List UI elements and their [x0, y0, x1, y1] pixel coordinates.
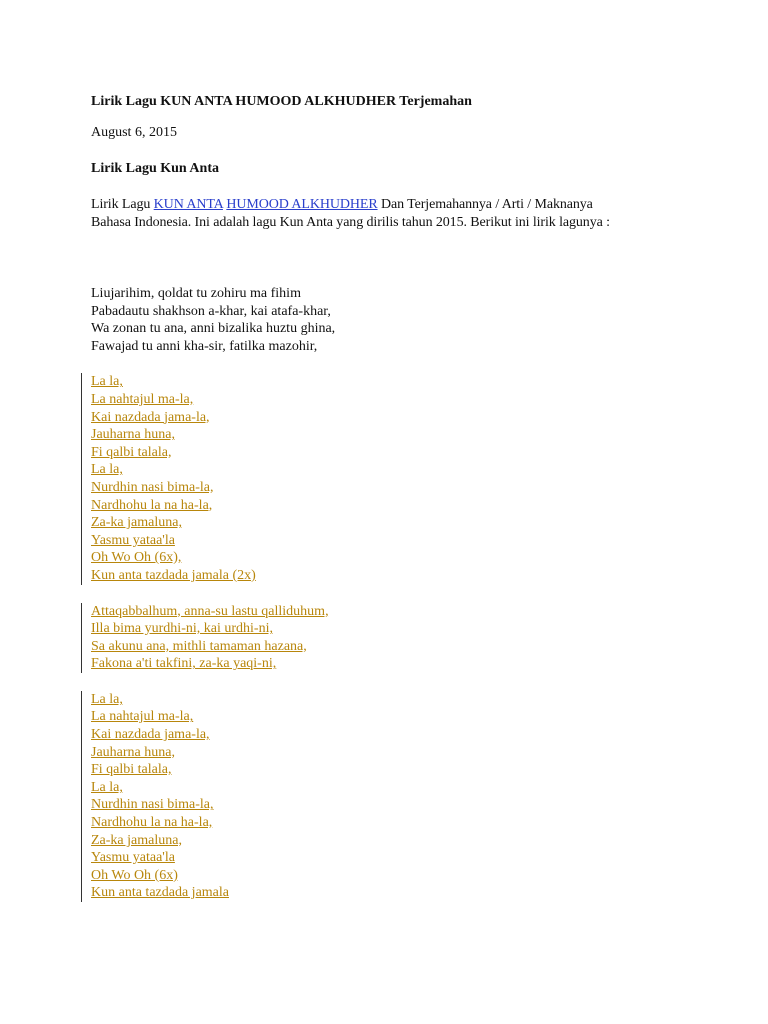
lyric-link[interactable]: Attaqabbalhum, anna-su lastu qalliduhum, — [91, 603, 329, 619]
lyric-link[interactable]: Nurdhin nasi bima-la, — [91, 797, 214, 813]
lyric-link[interactable]: Nardhohu la na ha-la, — [91, 815, 213, 831]
verse-line: Pabadautu shakhson a-khar, kai atafa-khar, — [91, 303, 331, 319]
lyric-link[interactable]: La la, — [91, 779, 123, 795]
verse-block — [91, 285, 711, 355]
lyric-link[interactable]: La la, — [91, 691, 123, 707]
verse-line: Wa zonan tu ana, anni bizalika huztu ghina, — [91, 321, 336, 337]
lyric-link[interactable]: Sa akunu ana, mithli tamaman hazana, — [91, 638, 307, 654]
bridge-block — [91, 603, 711, 673]
lyric-link[interactable]: Illa bima yurdhi-ni, kai urdhi-ni, — [91, 621, 273, 637]
lyric-link[interactable]: Za-ka jamaluna, — [91, 515, 182, 531]
lyric-link[interactable]: La la, — [91, 462, 123, 478]
lyric-link[interactable]: Oh Wo Oh (6x), — [91, 550, 182, 566]
intro-prefix: Lirik Lagu — [91, 197, 154, 212]
intro-line-1 — [91, 196, 711, 214]
lyric-link[interactable]: Za-ka jamaluna, — [91, 832, 182, 848]
lyric-link[interactable]: Fi qalbi talala, — [91, 444, 172, 460]
lyric-link[interactable]: Yasmu yataa'la — [91, 850, 175, 866]
lyric-link[interactable]: Fi qalbi talala, — [91, 762, 172, 778]
lyric-link[interactable]: La nahtajul ma-la, — [91, 709, 194, 725]
artist-link[interactable]: HUMOOD ALKHUDHER — [226, 197, 378, 212]
post-date: August 6, 2015 — [91, 125, 177, 140]
lyric-link[interactable]: Yasmu yataa'la — [91, 532, 175, 548]
lyric-link[interactable]: Jauharna huna, — [91, 744, 175, 760]
verse-line: Fawajad tu anni kha-sir, fatilka mazohir, — [91, 338, 318, 354]
verse-line: Liujarihim, qoldat tu zohiru ma fihim — [91, 286, 301, 301]
lyric-link[interactable]: Nurdhin nasi bima-la, — [91, 479, 214, 495]
intro-paragraph — [91, 196, 711, 232]
chorus-block-1 — [91, 373, 711, 584]
lyric-link[interactable]: Nardhohu la na ha-la, — [91, 497, 213, 513]
lyric-link[interactable]: Kun anta tazdada jamala (2x) — [91, 567, 256, 583]
intro-suffix: Dan Terjemahannya / Arti / Maknanya — [377, 197, 593, 212]
lyric-link[interactable]: Jauharna huna, — [91, 427, 175, 443]
document-title: Lirik Lagu KUN ANTA HUMOOD ALKHUDHER Terjemahan — [91, 94, 472, 109]
lyric-link[interactable]: Kun anta tazdada jamala — [91, 885, 229, 901]
document-page — [91, 93, 711, 902]
song-title-link[interactable]: KUN ANTA — [153, 197, 223, 212]
intro-line-2: Bahasa Indonesia. Ini adalah lagu Kun Anta yang dirilis tahun 2015. Berikut ini lirik lagunya : — [91, 215, 610, 230]
lyric-link[interactable]: Fakona a'ti takfini, za-ka yaqi-ni, — [91, 656, 277, 672]
lyric-link[interactable]: Kai nazdada jama-la, — [91, 727, 210, 743]
lyric-link[interactable]: La la, — [91, 374, 123, 390]
section-heading: Lirik Lagu Kun Anta — [91, 161, 219, 176]
chorus-block-2 — [91, 691, 711, 902]
lyric-link[interactable]: Oh Wo Oh (6x) — [91, 867, 178, 883]
lyric-link[interactable]: Kai nazdada jama-la, — [91, 409, 210, 425]
lyric-link[interactable]: La nahtajul ma-la, — [91, 391, 194, 407]
